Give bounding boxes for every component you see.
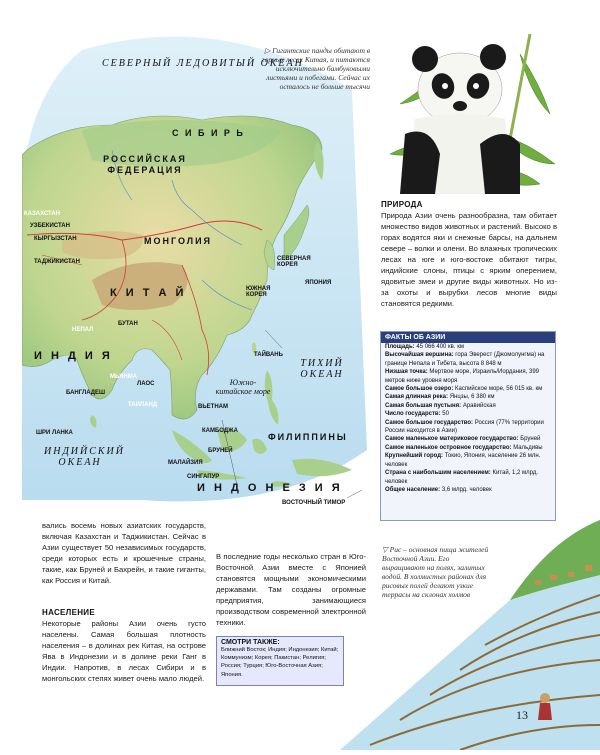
- fact-value: Янцзы, 6 380 км: [449, 394, 495, 401]
- thailand-label: ТАИЛАНД: [128, 402, 158, 408]
- fact-value: Токио, Япония, население 26 млн. человек: [385, 453, 541, 468]
- bangladesh-label: БАНГЛАДЕШ: [66, 390, 106, 396]
- fact-row: [381, 393, 555, 401]
- uzbekistan-label: УЗБЕКИСТАН: [30, 223, 70, 229]
- north-korea-label: СЕВЕРНАЯ КОРЕЯ: [277, 256, 311, 268]
- asia-map: [22, 30, 382, 510]
- fact-value: 45 066 400 кв. км: [416, 344, 464, 350]
- label-pointer: [347, 490, 362, 498]
- fact-label: Самая большая пустыня:: [385, 402, 462, 409]
- fact-value: Аравийская: [462, 402, 496, 409]
- see-also-title: СМОТРИ ТАКЖЕ:: [221, 639, 280, 646]
- panda-caption: ▷ Гигантские панды обитают в горных лесах Китая, и питаются исключительно бамбуковыми листьями и побегами. Сейчас их осталось не больше тысячи: [261, 46, 370, 91]
- fact-label: Самая длинная река:: [385, 394, 449, 401]
- taiwan-label: ТАЙВАНЬ: [254, 352, 283, 358]
- laos-label: ЛАОС: [137, 381, 155, 387]
- column-1-text: вались восемь новых азиатских государств, включая Казахстан и Таджикистан. Сейчас в Азии существует 50 независимых государств, среди которых есть и крошечные страны, такие, как Бруней и Бахрейн, и такие гиганты, как Россия и Китай.: [42, 521, 206, 585]
- fact-label: Самое большое озеро:: [385, 386, 454, 393]
- fact-value: гора Эверест (Джомолунгма) на границе Непала и Тибета, высота 8 848 м: [385, 352, 545, 367]
- page-number: 13: [516, 708, 528, 722]
- rice-terraces-illustration: [340, 520, 600, 750]
- bhutan-label: БУТАН: [118, 321, 138, 327]
- fact-row: [381, 402, 555, 410]
- siberia-label: С И Б И Р Ь: [172, 128, 245, 138]
- japan-label: ЯПОНИЯ: [305, 280, 332, 286]
- fact-value: Бруней: [520, 436, 541, 443]
- fact-value: Мертвое море, Израиль/Иордания, 399 метров ниже уровня моря: [385, 369, 540, 384]
- china-label: К И Т А Й: [110, 287, 187, 299]
- fact-label: Число государств:: [385, 411, 441, 418]
- fact-row: [381, 368, 555, 385]
- fact-label: Страна с наибольшим населением:: [385, 470, 491, 477]
- fact-label: Самое маленькое островное государство:: [385, 444, 512, 451]
- south-korea-label: ЮЖНАЯ КОРЕЯ: [246, 286, 271, 298]
- nature-text: Природа Азии очень разнообразна, там обитает множество видов животных и растений. Высоко в горах водятся яки и снежные барсы, на дальнем севере – волки и олени. Во влажных тропических лесах на юге и юго-востоке обитают тигры, индийские слоны, птицы с ярким оперением, ядовитые змеи и другие виды животных. Но из-за охоты и вырубки лесов многие виды становятся редкими.: [381, 211, 557, 308]
- fact-value: Китай, 1,2 млрд. человек: [385, 470, 539, 485]
- rice-terraces-image: [340, 520, 600, 750]
- fact-row: [381, 385, 555, 393]
- indian-ocean-label: ИНДИЙСКИЙ ОКЕАН: [44, 446, 126, 468]
- myanmar-label: МЬЯНМА: [110, 374, 138, 380]
- malaysia-label: МАЛАЙЗИЯ: [168, 460, 203, 466]
- singapore-label: СИНГАПУР: [187, 474, 220, 480]
- fact-label: Площадь:: [385, 344, 415, 350]
- pacific-ocean-label: ТИХИЙ ОКЕАН: [300, 358, 344, 380]
- see-also-box: [216, 636, 344, 686]
- panda-image: [380, 24, 560, 194]
- fact-row: [381, 452, 555, 469]
- brunei-label: БРУНЕЙ: [208, 448, 233, 454]
- vietnam-label: ВЬЕТНАМ: [198, 404, 228, 410]
- fact-label: Низшая точка:: [385, 369, 428, 376]
- arctic-ocean-label: СЕВЕРНЫЙ ЛЕДОВИТЫЙ ОКЕАН: [102, 58, 304, 69]
- cambodia-label: КАМБОДЖА: [202, 428, 238, 434]
- russia-label: РОССИЙСКАЯ ФЕДЕРАЦИЯ: [103, 154, 187, 175]
- fact-row: [381, 444, 555, 452]
- kazakhstan-label: КАЗАХСТАН: [24, 211, 60, 217]
- kyrgyzstan-label: КЫРГЫЗСТАН: [34, 236, 77, 242]
- column-2-text: В последние годы несколько стран в Юго-Восточной Азии вместе с Японией становятся мощными экономическими державами. Там созданы огромные предприятия, занимающиеся производством современной электронной техники.: [216, 552, 366, 627]
- fact-label: Самое большое государство:: [385, 419, 474, 426]
- nature-heading: ПРИРОДА: [381, 200, 423, 209]
- fact-label: Общее население:: [385, 486, 441, 493]
- indonesia-label: И Н Д О Н Е З И Я: [197, 482, 343, 494]
- facts-list: [381, 343, 555, 494]
- fact-row: [381, 419, 555, 436]
- nepal-label: НЕПАЛ: [72, 327, 94, 333]
- fact-row: [381, 435, 555, 443]
- asia-facts-box: [380, 331, 556, 521]
- tajikistan-label: ТАДЖИКИСТАН: [34, 259, 80, 265]
- fact-row: [381, 351, 555, 368]
- fact-value: Россия (77% территории России находится в Азии): [385, 419, 544, 435]
- fact-value: 3,6 млрд. человек: [441, 486, 492, 493]
- fact-value: 50: [442, 411, 449, 418]
- fact-value: Каспийское море, 56 015 кв. км: [455, 386, 543, 393]
- mongolia-label: МОНГОЛИЯ: [144, 236, 213, 246]
- fact-row: [381, 469, 555, 486]
- facts-title: ФАКТЫ ОБ АЗИИ: [381, 332, 555, 343]
- philippines-label: ФИЛИППИНЫ: [268, 432, 348, 442]
- fact-row: [381, 486, 555, 494]
- south-china-sea-label: Южно-китайское море: [215, 378, 271, 396]
- fact-value: Мальдивы: [513, 444, 543, 451]
- fact-label: Высочайшая вершина:: [385, 352, 454, 359]
- population-text: Некоторые районы Азии очень густо населены. Самая большая плотность населения – в долинах рек Китая, на острове Ява в Индонезии и в долине реки Ганг в Индии. Напротив, в лесах Сибири и в монгольских степях живет очень мало людей.: [42, 619, 206, 683]
- panda-illustration: [380, 24, 560, 194]
- fact-label: Крупнейший город:: [385, 453, 444, 460]
- rice-caption: ▽ Рис – основная пища жителей Восточной Азии. Его выращивают на полях, залитых водой. В холмистых районах для рисовых полей делают узкие террасы на склонах холмов: [382, 545, 489, 599]
- india-label: И Н Д И Я: [34, 350, 113, 362]
- population-heading: НАСЕЛЕНИЕ: [42, 608, 95, 617]
- fact-label: Самое маленькое материковое государство:: [385, 436, 519, 443]
- sri-lanka-label: ШРИ ЛАНКА: [36, 430, 73, 436]
- see-also-links: Ближний Восток; Индия; Индонезия; Китай; Коммунизм; Корея; Пакистан; Религия; Россия; Турция; Юго-Восточная Азия; Япония.: [221, 647, 339, 678]
- fact-row: [381, 343, 555, 351]
- fact-row: [381, 410, 555, 418]
- east-timor-label: ВОСТОЧНЫЙ ТИМОР: [282, 500, 346, 506]
